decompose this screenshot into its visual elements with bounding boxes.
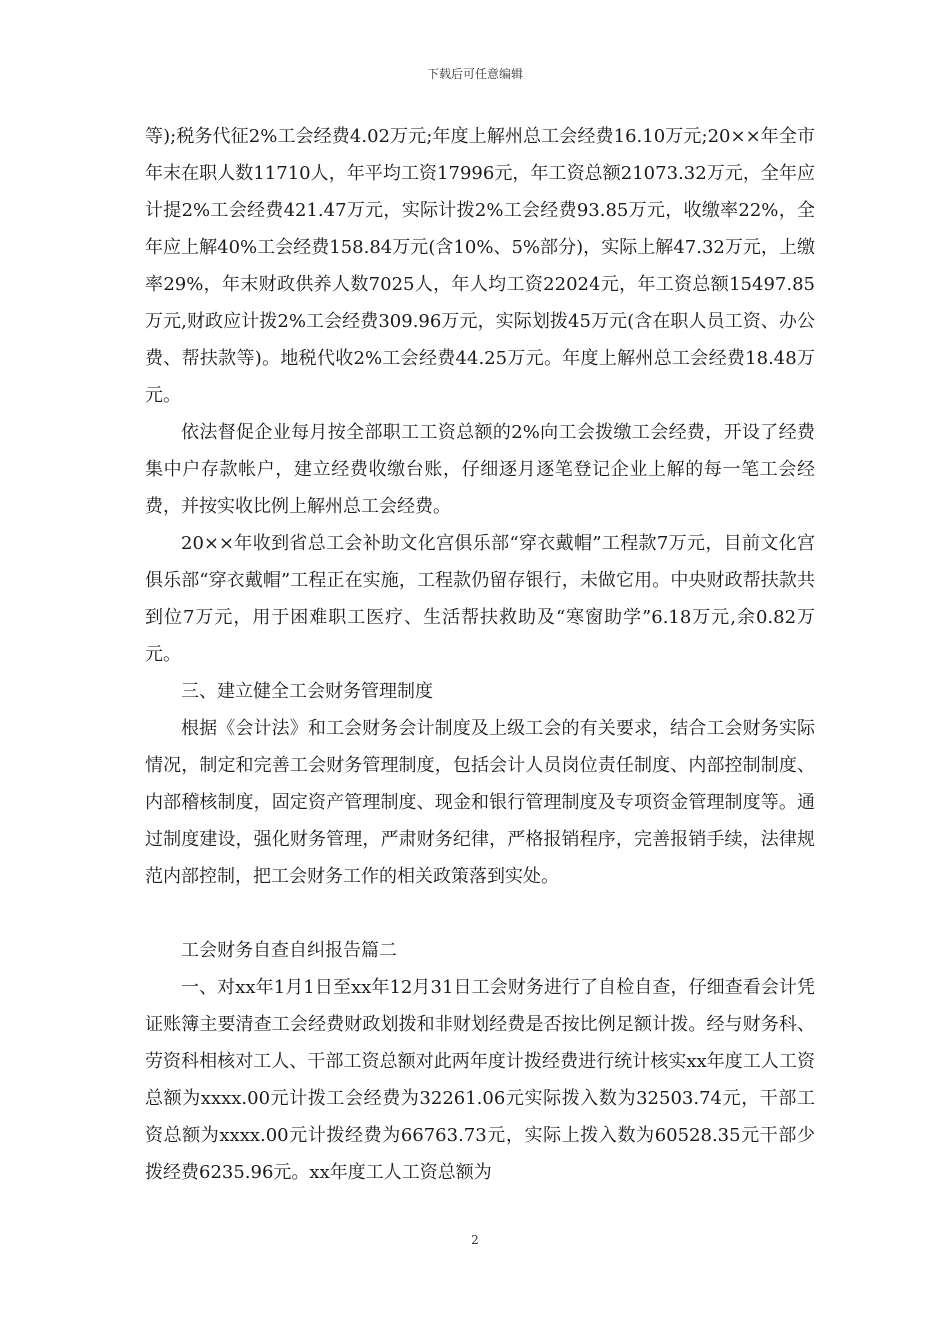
paragraph-self-inspection: 一、对xx年1月1日至xx年12月31日工会财务进行了自检自查，仔细查看会计凭证账簿主要清查工会经费财政划拨和非财划经费是否按比例足额计拨。经与财务科、劳资科相核对工人、干部工资总额对此两年度计拨经费进行统计核实xx年度工人工资总额为xxxx.00元计拨工会经费为32261.06元实际拨入数为32503.74元，干部工资总额为xxxx.00元计拨经费为66763.73元，实际上拨入数为60528.35元干部少拨经费6235.96元。xx年度工人工资总额为 <box>145 977 815 1183</box>
paragraph-management-system: 根据《会计法》和工会财务会计制度及上级工会的有关要求，结合工会财务实际情况，制定和完善工会财务管理制度，包括会计人员岗位责任制度、内部控制制度、内部稽核制度，固定资产管理制度、现金和银行管理制度及专项资金管理制度等。通过制度建设，强化财务管理，严肃财务纪律，严格报销程序，完善报销手续，法律规范内部控制，把工会财务工作的相关政策落到实处。 <box>145 718 815 887</box>
paragraph-supervise-enterprises: 依法督促企业每月按全部职工工资总额的2%向工会拨缴工会经费，开设了经费集中户存款帐户，建立经费收缴台账，仔细逐月逐笔登记企业上解的每一笔工会经费，并按实收比例上解州总工会经费。 <box>145 422 815 517</box>
page-number: 2 <box>471 1233 479 1247</box>
report-title-part-two: 工会财务自查自纠报告篇二 <box>181 940 397 961</box>
paragraph-subsidy-funds: 20××年收到省总工会补助文化宫俱乐部“穿衣戴帽”工程款7万元，目前文化宫俱乐部“穿衣戴帽”工程正在实施，工程款仍留存银行，未做它用。中央财政帮扶款共到位7万元，用于困难职工医疗、生活帮扶救助及“寒窗助学”6.18万元,余0.82万元。 <box>145 533 815 665</box>
section-heading-management-system: 三、建立健全工会财务管理制度 <box>181 681 433 702</box>
blank-line <box>145 895 815 932</box>
page-header: 下载后可任意编辑 <box>426 67 523 81</box>
paragraph-tax-summary: 等);税务代征2%工会经费4.02万元;年度上解州总工会经费16.10万元;20××年全市年末在职人数11710人，年平均工资17996元，年工资总额21073.32万元，全年应计提2%工会经费421.47万元，实际计拨2%工会经费93.85万元，收缴率22%，全年应上解40%工会经费158.84万元(含10%、5%部分)，实际上解47.32万元，上缴率29%，年末财政供养人数7025人，年人均工资22024元，年工资总额15497.85万元,财政应计拨2%工会经费309.96万元，实际划拨45万元(含在职人员工资、办公费、帮扶款等)。地税代收2%工会经费44.25万元。年度上解州总工会经费18.48万元。 <box>145 126 815 406</box>
document-body <box>145 118 815 1191</box>
